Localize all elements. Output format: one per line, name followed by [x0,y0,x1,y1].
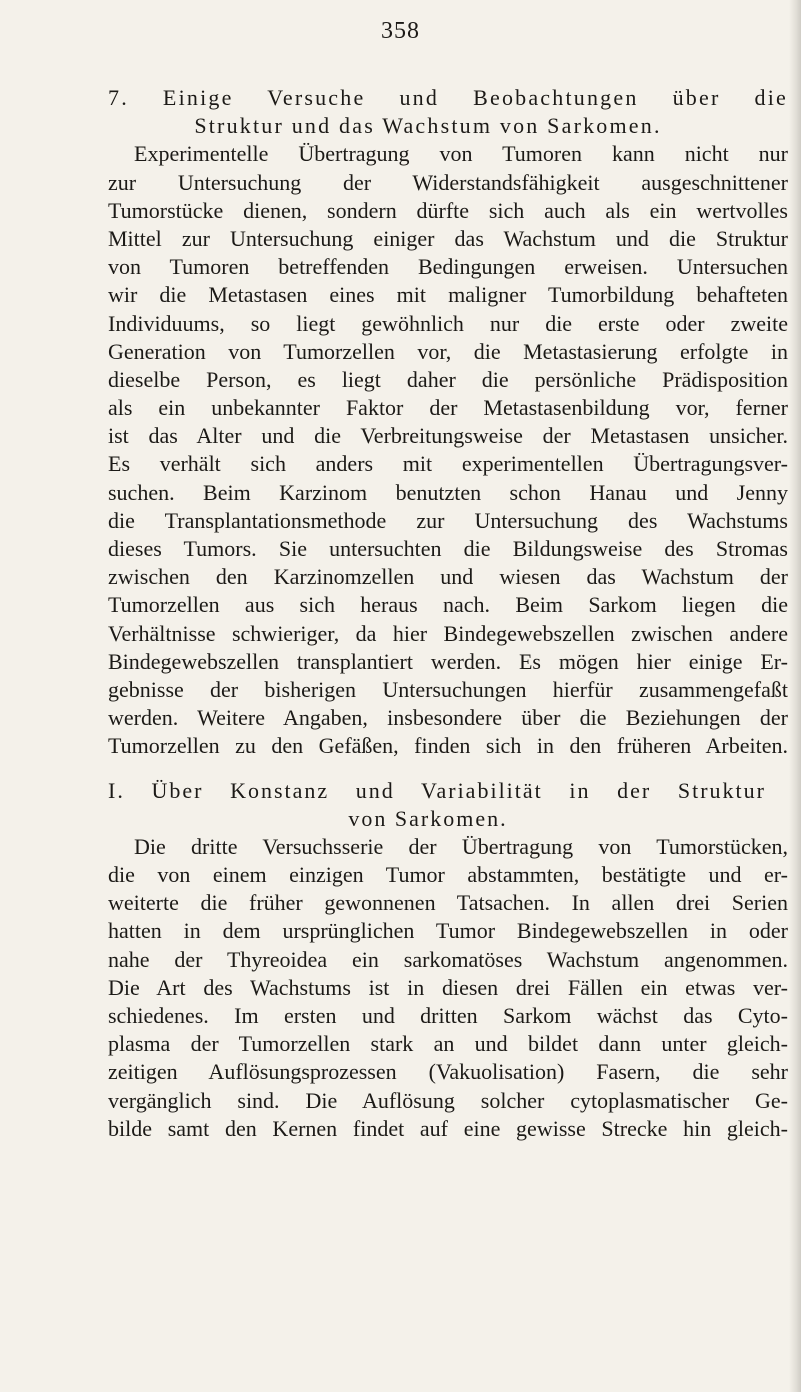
text-line: schiedenes. Im ersten und dritten Sarkom wächst das Cyto- [108,1003,788,1028]
page-number: 358 [381,18,420,44]
section-i-heading [108,777,788,833]
text-line: Tumorzellen zu den Gefäßen, finden sich in den früheren Arbeiten. [108,733,788,759]
section-gap [108,761,788,777]
text-line: gebnisse der bisherigen Untersuchungen hierfür zusammengefaßt [108,676,788,702]
text-line: Tumorstücke dienen, sondern dürfte sich auch als ein wertvolles [108,197,788,223]
text-line: wir die Metastasen eines mit maligner Tumorbildung behafteten [108,282,788,308]
text-line: nahe der Thyreoidea ein sarkomatöses Wachstum angenommen. [108,946,788,972]
text-line: ist das Alter und die Verbreitungsweise der Metastasen unsicher. [108,423,788,449]
page-edge-shadow [789,0,801,1392]
section-7-paragraph [108,140,788,760]
text-line: die von einem einzigen Tumor abstammten, bestätigte und er- [108,862,788,888]
text-line: Individuums, so liegt gewöhnlich nur die erste oder zweite [108,310,788,336]
section-7-heading [108,84,788,140]
text-line: suchen. Beim Karzinom benutzten schon Hanau und Jenny [108,479,788,505]
heading-line: Struktur und das Wachstum von Sarkomen. [194,113,662,139]
heading-line: I. Über Konstanz und Variabilität in der Struktur [108,777,766,803]
text-line: von Tumoren betreffenden Bedingungen erweisen. Untersuchen [108,254,788,280]
text-line: hatten in dem ursprünglichen Tumor Bindegewebszellen in oder [108,918,788,944]
text-line: Verhältnisse schwieriger, da hier Bindegewebszellen zwischen andere [108,620,788,646]
text-line: zwischen den Karzinomzellen und wiesen das Wachstum der [108,564,788,590]
text-line: Experimentelle Übertragung von Tumoren kann nicht nur [134,141,788,167]
text-line: plasma der Tumorzellen stark an und bildet dann unter gleich- [108,1031,788,1057]
text-line: weiterte die früher gewonnenen Tatsachen. In allen drei Serien [108,890,788,916]
text-line: vergänglich sind. Die Auflösung solcher cytoplasmatischer Ge- [108,1087,788,1113]
text-line: als ein unbekannter Faktor der Metastasenbildung vor, ferner [108,395,788,421]
text-line: Es verhält sich anders mit experimentellen Übertragungsver- [108,451,788,477]
text-line: Tumorzellen aus sich heraus nach. Beim Sarkom liegen die [108,592,788,618]
text-line: Mittel zur Untersuchung einiger das Wachstum und die Struktur [108,225,788,251]
section-i-paragraph [108,833,788,1143]
heading-line: von Sarkomen. [348,805,508,831]
page-content [108,84,788,1143]
text-line: zur Untersuchung der Widerstandsfähigkeit ausgeschnittener [108,169,788,195]
text-line: die Transplantationsmethode zur Untersuchung des Wachstums [108,507,788,533]
text-line: Generation von Tumorzellen vor, die Metastasierung erfolgte in [108,338,788,364]
heading-line: 7. Einige Versuche und Beobachtungen über die [108,85,788,110]
text-line: dieselbe Person, es liegt daher die persönliche Prädisposition [108,366,788,392]
text-line: Die Art des Wachstums ist in diesen drei Fällen ein etwas ver- [108,974,788,1000]
text-line: Die dritte Versuchsserie der Übertragung von Tumorstücken, [134,833,788,859]
text-line: Bindegewebszellen transplantiert werden. Es mögen hier einige Er- [108,648,788,674]
text-line: zeitigen Auflösungsprozessen (Vakuolisation) Fasern, die sehr [108,1059,788,1085]
text-line: werden. Weitere Angaben, insbesondere über die Beziehungen der [108,705,788,731]
text-line: dieses Tumors. Sie untersuchten die Bildungsweise des Stromas [108,536,788,561]
text-line: bilde samt den Kernen findet auf eine gewisse Strecke hin gleich- [108,1115,788,1141]
